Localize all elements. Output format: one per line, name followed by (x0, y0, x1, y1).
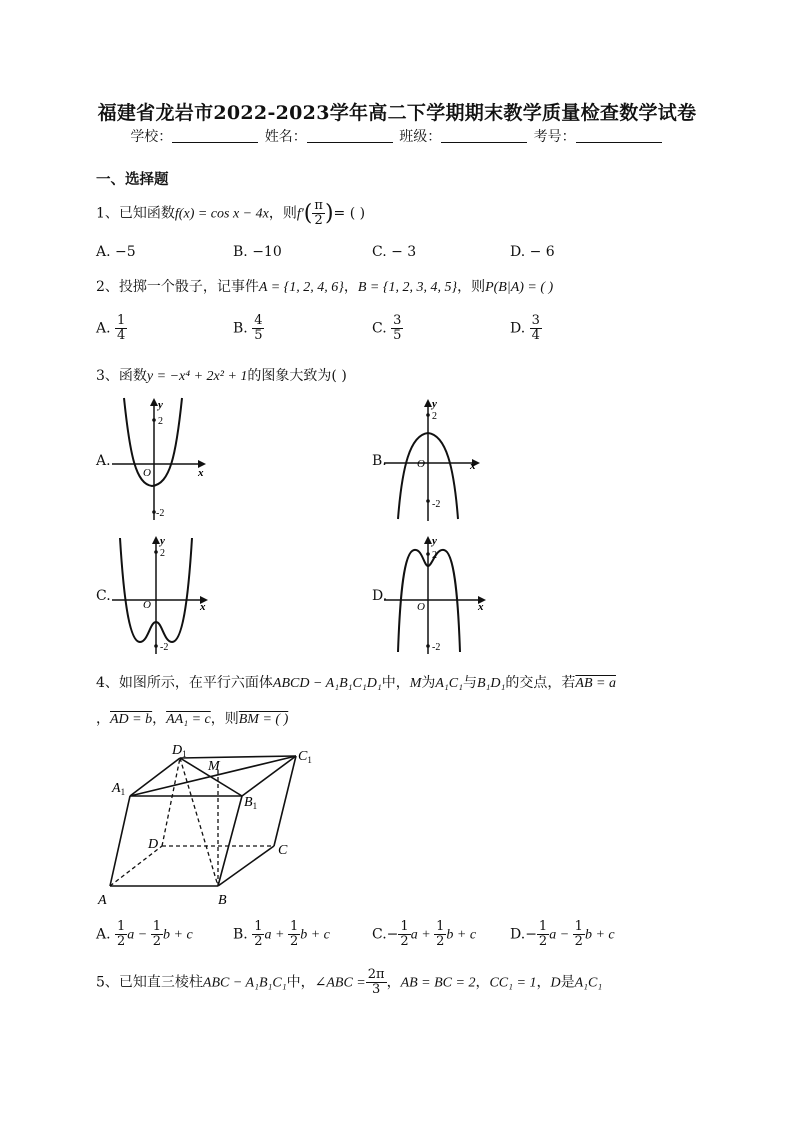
q4-solid: ABCD − A₁B₁C₁D₁ (272, 676, 382, 691)
q4-vector-bm: BM = ( ) (238, 712, 289, 727)
q5-equation-2: CC₁ = 1 (489, 975, 537, 991)
q4-option-d: D.− $\frac{1}{2}$ a − $\frac{1}{2}$ b + c (510, 919, 615, 949)
question-3 (96, 365, 347, 385)
q4-sep-2: ， (152, 711, 167, 727)
q3-label-c: C. (96, 588, 111, 604)
q3-label-d: D. (372, 588, 388, 604)
exam-title: 福建省龙岩市2022-2023学年高二下学期期末教学质量检查数学试卷 (97, 102, 697, 124)
q1-option-b: B. −10 (233, 244, 282, 260)
q4-option-c: C.− $\frac{1}{2}$ a + $\frac{1}{2}$ b + c (372, 919, 477, 949)
q1-function: f(x) = cos x − 4x (174, 206, 269, 222)
name-blank (307, 128, 393, 143)
graph-c-origin: O (143, 599, 151, 611)
graph-c-x-label: x (200, 601, 206, 613)
q5-equation-1: AB = BC = 2 (400, 975, 476, 991)
q1-option-c: C. − 3 (372, 244, 417, 260)
q5-sep-3: ， (536, 974, 551, 991)
q1-tail: = ( ) (333, 205, 366, 222)
q3-label-a: A. (96, 453, 111, 469)
vertex-c1: $C_1$ (298, 749, 312, 765)
graph-a-x-label: x (198, 467, 204, 479)
graph-d-x-label: x (478, 601, 484, 613)
graph-a-origin: O (143, 467, 151, 479)
q4-vector-aa1: AA₁ = c (166, 712, 211, 727)
q1-text-b: ，则 (268, 205, 297, 222)
graph-d-tick-bottom: -2 (432, 642, 441, 653)
school-blank (172, 128, 258, 143)
q1-text: 1、已知函数 (96, 205, 175, 222)
q2-option-d: D. $\frac{3}{4}$ (510, 313, 540, 343)
q4-option-a: A. $\frac{1}{2}$ a − $\frac{1}{2}$ b + c (96, 919, 193, 949)
q4-option-b: B. $\frac{1}{2}$ a + $\frac{1}{2}$ b + c (233, 919, 330, 949)
q2-text-b: ，则 (457, 279, 486, 295)
graph-a-tick-bottom: -2 (156, 508, 165, 519)
q1-option-a: A. −5 (96, 244, 136, 260)
q5-point-d: D (550, 975, 561, 991)
q2-option-b: B. $\frac{4}{5}$ (233, 313, 263, 343)
q4-sep-1: ， (96, 711, 110, 727)
q3-text: 3、函数 (96, 368, 147, 384)
q4-text-d: 与 (463, 675, 477, 691)
q3-text-b: 的图象大致为( ) (247, 368, 347, 384)
q4-text-f: ，则 (210, 711, 239, 727)
graph-d (384, 534, 490, 654)
number-blank (576, 128, 662, 143)
q4-vector-ad: AD = b (110, 712, 153, 727)
question-4 (96, 672, 616, 692)
q4-text-b: 中， (381, 675, 410, 691)
q2-option-a: A. $\frac{1}{4}$ (96, 313, 126, 343)
vertex-a1: $A_1$ (112, 781, 126, 797)
q4-text-c: 为 (421, 675, 436, 691)
graph-b-tick-bottom: -2 (432, 499, 441, 510)
class-blank (441, 128, 527, 143)
q5-sep-2: ， (475, 974, 490, 991)
section-heading: 一、选择题 (96, 171, 169, 188)
q2-sep: ， (343, 279, 358, 295)
vertex-b: B (218, 893, 227, 908)
q4-text: 4、如图所示，在平行六面体 (96, 675, 273, 691)
q2-option-c: C. $\frac{3}{5}$ (372, 313, 402, 343)
graph-c-tick-top: 2 (160, 548, 165, 559)
graph-b-y-label: y (432, 398, 437, 410)
graph-c (112, 534, 212, 654)
q4-vector-ab: AB = a (575, 676, 616, 691)
student-info-line (0, 126, 794, 146)
graph-c-y-label: y (160, 535, 165, 547)
q5-angle-value: $\frac{2\pi}{3}$ (367, 967, 385, 997)
q4-text-e: 的交点，若 (505, 675, 576, 691)
q3-function: y = −x⁴ + 2x² + 1 (146, 369, 248, 384)
question-2 (96, 276, 553, 296)
number-label: 考号： (533, 129, 576, 145)
graph-d-y-label: y (432, 535, 437, 547)
graph-b (384, 397, 484, 521)
q5-text-b: 中， (286, 974, 315, 991)
q2-set-b: B = {1, 2, 3, 4, 5} (357, 280, 458, 295)
graph-d-tick-top: 2 (432, 550, 437, 561)
vertex-a: A (98, 893, 107, 908)
q4-a1c1: A₁C₁ (435, 676, 463, 691)
vertex-c: C (278, 843, 288, 858)
q5-text-c: 是 (560, 974, 575, 991)
q5-solid: ABC − A₁B₁C₁ (202, 975, 287, 991)
graph-b-tick-top: 2 (432, 411, 437, 422)
name-label: 姓名： (264, 129, 307, 145)
q2-text: 2、投掷一个骰子，记事件 (96, 279, 259, 295)
q1-argument: $\frac{\pi}{2}$ (314, 198, 323, 228)
graph-b-origin: O (417, 458, 425, 470)
graph-a-tick-top: 2 (158, 416, 163, 427)
q1-fprime: f′ (296, 206, 304, 222)
q4-b1d1: B₁D₁ (477, 676, 506, 691)
vertex-d1: $D_1$ (172, 743, 187, 759)
q5-angle: ∠ABC = (314, 975, 366, 991)
q3-label-b: B. (372, 453, 387, 469)
graph-a (112, 396, 210, 520)
graph-b-x-label: x (470, 460, 476, 472)
q4-point-m: M (409, 676, 422, 691)
q5-a1c1: A₁C₁ (574, 975, 603, 991)
q2-probability: P(B|A) = ( ) (485, 280, 554, 295)
graph-c-tick-bottom: -2 (160, 642, 169, 653)
graph-d-origin: O (417, 601, 425, 613)
school-label: 学校： (130, 129, 173, 145)
q2-set-a: A = {1, 2, 4, 6} (258, 280, 344, 295)
q5-sep-1: ， (386, 974, 401, 991)
vertex-b1: $B_1$ (244, 795, 258, 811)
q1-option-d: D. − 6 (510, 244, 555, 260)
class-label: 班级： (399, 129, 442, 145)
question-1: 1、已知函数f(x) = cos x − 4x，则f′( $\frac{\pi}{2}$ )= ( ) (96, 198, 366, 228)
vertex-d: D (148, 837, 159, 852)
question-5 (96, 968, 602, 997)
parallelepiped-figure (96, 740, 326, 908)
graph-a-y-label: y (158, 399, 163, 411)
question-4-line2 (96, 708, 288, 728)
point-m: M (208, 759, 220, 774)
q5-text: 5、已知直三棱柱 (96, 974, 203, 991)
